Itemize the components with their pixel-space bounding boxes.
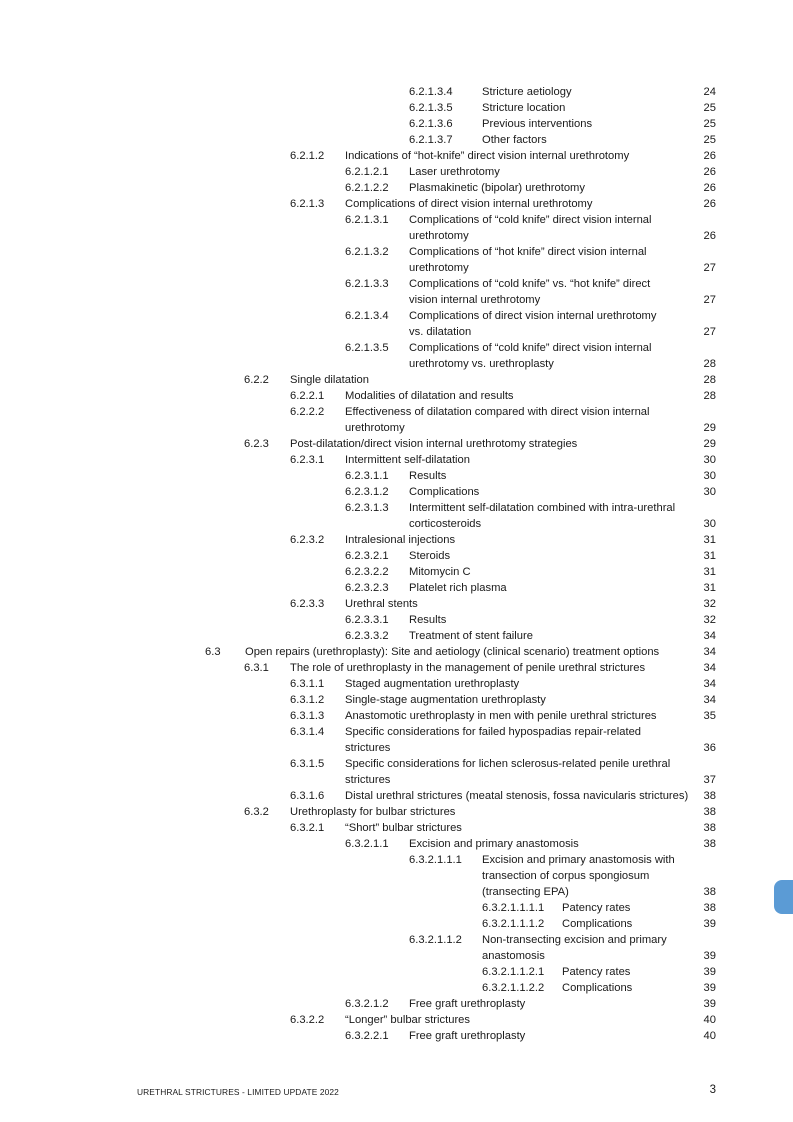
toc-entry-title[interactable]: Excision and primary anastomosis with [482,854,675,866]
toc-entry-number: 6.3.1.3 [290,710,325,722]
toc-entry-number: 6.2.1.3.4 [409,86,453,98]
toc-entry-page-number[interactable]: 29 [703,422,716,434]
toc-entry-page-number[interactable]: 38 [703,886,716,898]
toc-entry-title[interactable]: Modalities of dilatation and results [345,390,514,402]
toc-entry-number: 6.2.1.2 [290,150,325,162]
toc-entry-title[interactable]: Staged augmentation urethroplasty [345,678,520,690]
toc-entry-title[interactable]: vs. dilatation [409,326,472,338]
toc-entry-number: 6.3.1.1 [290,678,325,690]
toc-entry-number: 6.2.3.3.2 [345,630,389,642]
toc-entry-title[interactable]: Stricture aetiology [482,86,572,98]
toc-entry-page-number[interactable]: 31 [703,534,716,546]
side-tab-marker [774,880,793,914]
toc-entry-title[interactable]: Free graft urethroplasty [409,1030,526,1042]
footer-page-number: 3 [709,1084,716,1096]
toc-entry-number: 6.3.2.1.1.1 [409,854,462,866]
toc-entry-number: 6.2.3.1.2 [345,486,389,498]
toc-entry-page-number[interactable]: 27 [703,326,716,338]
toc-entry-title[interactable]: anastomosis [482,950,545,962]
toc-entry-page-number[interactable]: 31 [703,566,716,578]
toc-entry-page-number[interactable]: 30 [703,470,716,482]
toc-entry-title[interactable]: urethrotomy [409,230,469,242]
toc-entry-title[interactable]: Results [409,614,447,626]
toc-entry-title[interactable]: Urethroplasty for bulbar strictures [290,806,456,818]
toc-entry-number: 6.3.2.1.1.2 [409,934,462,946]
toc-entry-number: 6.2.3.1 [290,454,325,466]
toc-entry-page-number[interactable]: 30 [703,454,716,466]
toc-entry-title[interactable]: Other factors [482,134,547,146]
toc-entry-title[interactable]: corticosteroids [409,518,482,530]
toc-entry-title[interactable]: Anastomotic urethroplasty in men with penile urethral strictures [345,710,657,722]
toc-entry-title[interactable]: Steroids [409,550,451,562]
toc-entry-page-number[interactable]: 34 [703,646,716,658]
toc-entry-title[interactable]: Distal urethral strictures (meatal stenosis, fossa navicularis strictures) [345,790,689,802]
toc-entry-number: 6.2.3.3.1 [345,614,389,626]
toc-entry-page-number[interactable]: 25 [703,102,716,114]
toc-entry-number: 6.2.3.1.1 [345,470,389,482]
toc-entry-title[interactable]: Specific considerations for failed hypospadias repair-related [345,726,642,738]
toc-entry-title[interactable]: Intermittent self-dilatation [345,454,470,466]
toc-entry-number: 6.3.2 [244,806,269,818]
toc-entry-title[interactable]: Complications [562,918,633,930]
toc-entry-title[interactable]: Complications [409,486,480,498]
toc-entry-number: 6.2.1.3.5 [345,342,389,354]
toc-entry-page-number[interactable]: 31 [703,550,716,562]
toc-entry-page-number[interactable]: 39 [703,918,716,930]
toc-entry-title[interactable]: Open repairs (urethroplasty): Site and aetiology (clinical scenario) treatment options [245,646,660,658]
toc-entry-title[interactable]: Plasmakinetic (bipolar) urethrotomy [409,182,585,194]
toc-entry-page-number[interactable]: 36 [703,742,716,754]
toc-entry-title[interactable]: urethrotomy [345,422,405,434]
toc-entry-title[interactable]: urethrotomy [409,262,469,274]
toc-entry-page-number[interactable]: 32 [703,598,716,610]
toc-entry-page-number[interactable]: 32 [703,614,716,626]
toc-entry-title[interactable]: Complications [562,982,633,994]
toc-entry-title[interactable]: Non-transecting excision and primary [482,934,667,946]
toc-entry-number: 6.2.2.2 [290,406,325,418]
toc-entry-page-number[interactable]: 38 [703,838,716,850]
toc-entry-number: 6.2.1.3.4 [345,310,389,322]
toc-entry-title[interactable]: Previous interventions [482,118,593,130]
toc-entry-number: 6.2.3.3 [290,598,325,610]
toc-entry-title[interactable]: The role of urethroplasty in the management of penile urethral strictures [290,662,646,674]
toc-entry-page-number[interactable]: 38 [703,790,716,802]
toc-entry-page-number[interactable]: 25 [703,118,716,130]
toc-entry-page-number[interactable]: 26 [703,198,716,210]
toc-entry-title[interactable]: Treatment of stent failure [409,630,533,642]
toc-entry-title[interactable]: Mitomycin C [409,566,471,578]
toc-entry-page-number[interactable]: 34 [703,694,716,706]
toc-entry-title[interactable]: Complications of “cold knife” direct vision internal [409,214,652,226]
toc-entry-page-number[interactable]: 39 [703,966,716,978]
toc-entry-number: 6.2.3.2.2 [345,566,389,578]
toc-entry-page-number[interactable]: 34 [703,678,716,690]
toc-entry-page-number[interactable]: 29 [703,438,716,450]
toc-entry-number: 6.3.1.6 [290,790,325,802]
toc-entry-page-number[interactable]: 40 [703,1014,716,1026]
toc-entry-page-number[interactable]: 38 [703,806,716,818]
toc-entry-title[interactable]: Complications of “cold knife” direct vision internal [409,342,652,354]
toc-entry-number: 6.3.2.1.1 [345,838,389,850]
toc-entry-title[interactable]: Single-stage augmentation urethroplasty [345,694,546,706]
toc-entry-title[interactable]: Patency rates [562,902,631,914]
toc-entry-page-number[interactable]: 24 [703,86,716,98]
toc-entry-number: 6.2.3.2.3 [345,582,389,594]
toc-entry-title[interactable]: Indications of “hot-knife” direct vision internal urethrotomy [345,150,630,162]
toc-entry-title[interactable]: “Longer” bulbar strictures [345,1014,470,1026]
toc-entry-title[interactable]: Excision and primary anastomosis [409,838,579,850]
toc-entry-page-number[interactable]: 30 [703,518,716,530]
toc-entry-page-number[interactable]: 27 [703,262,716,274]
toc-entry-title[interactable]: Effectiveness of dilatation compared with direct vision internal [345,406,650,418]
toc-entry-number: 6.3.1.5 [290,758,325,770]
running-footer-title: URETHRAL STRICTURES - LIMITED UPDATE 2022 [137,1087,339,1097]
toc-entry-title[interactable]: strictures [345,774,391,786]
toc-entry-page-number[interactable]: 39 [703,998,716,1010]
toc-entry-title[interactable]: transection of corpus spongiosum [482,870,650,882]
toc-entry-title[interactable]: Complications of “hot knife” direct vision internal [409,246,647,258]
toc-entry-number: 6.2.1.3.3 [345,278,389,290]
toc-entry-title[interactable]: Complications of direct vision internal urethrotomy [345,198,593,210]
toc-entry-number: 6.3.2.1.2 [345,998,389,1010]
toc-entry-page-number[interactable]: 39 [703,950,716,962]
toc-entry-number: 6.2.3.2.1 [345,550,389,562]
toc-entry-page-number[interactable]: 26 [703,230,716,242]
toc-entry-number: 6.2.1.2.1 [345,166,389,178]
toc-entry-number: 6.2.3.2 [290,534,325,546]
toc-entry-number: 6.2.3.1.3 [345,502,389,514]
toc-entry-title[interactable]: “Short” bulbar strictures [345,822,462,834]
toc-entry-number: 6.2.3 [244,438,269,450]
toc-entry-page-number[interactable]: 31 [703,582,716,594]
toc-entry-number: 6.3.1 [244,662,269,674]
toc-entry-page-number[interactable]: 37 [703,774,716,786]
toc-entry-number: 6.2.2 [244,374,269,386]
toc-entry-number: 6.3.2.1.1.1.2 [482,918,545,930]
toc-entry-number: 6.3.2.2 [290,1014,325,1026]
toc-entry-number: 6.3.2.1.1.1.1 [482,902,545,914]
toc-entry-page-number[interactable]: 28 [703,390,716,402]
toc-entry-page-number[interactable]: 34 [703,662,716,674]
toc-entry-title[interactable]: Complications of direct vision internal urethrotomy [409,310,657,322]
toc-entry-page-number[interactable]: 35 [703,710,716,722]
toc-entry-title[interactable]: Intralesional injections [345,534,456,546]
toc-entry-page-number[interactable]: 30 [703,486,716,498]
toc-entry-page-number[interactable]: 38 [703,822,716,834]
toc-entry-page-number[interactable]: 38 [703,902,716,914]
toc-entry-title[interactable]: Stricture location [482,102,566,114]
toc-entry-title[interactable]: Complications of “cold knife” vs. “hot knife” direct [409,278,651,290]
toc-entry-page-number[interactable]: 28 [703,374,716,386]
toc-entry-title[interactable]: Intermittent self-dilatation combined with intra-urethral [409,502,676,514]
toc-entry-page-number[interactable]: 27 [703,294,716,306]
toc-entry-number: 6.3.1.2 [290,694,325,706]
toc-entry-title[interactable]: Specific considerations for lichen sclerosus-related penile urethral [345,758,671,770]
toc-entry-title[interactable]: Post-dilatation/direct vision internal urethrotomy strategies [290,438,578,450]
toc-entry-number: 6.3 [205,646,221,658]
toc-entry-title[interactable]: strictures [345,742,391,754]
toc-entry-number: 6.3.1.4 [290,726,325,738]
toc-entry-number: 6.3.2.1 [290,822,325,834]
toc-entry-number: 6.2.1.3 [290,198,325,210]
toc-entry-title[interactable]: Platelet rich plasma [409,582,507,594]
toc-entry-number: 6.3.2.2.1 [345,1030,389,1042]
toc-entry-number: 6.2.1.3.6 [409,118,453,130]
toc-entry-title[interactable]: Single dilatation [290,374,369,386]
toc-entry-title[interactable]: vision internal urethrotomy [409,294,541,306]
toc-entry-page-number[interactable]: 34 [703,630,716,642]
toc-entry-title[interactable]: urethrotomy vs. urethroplasty [409,358,554,370]
toc-entry-number: 6.2.1.3.7 [409,134,453,146]
toc-entry-title[interactable]: Results [409,470,447,482]
toc-entry-number: 6.2.1.3.5 [409,102,453,114]
toc-entry-number: 6.3.2.1.1.2.1 [482,966,545,978]
toc-entry-page-number[interactable]: 26 [703,150,716,162]
toc-entry-title[interactable]: Free graft urethroplasty [409,998,526,1010]
toc-entry-page-number[interactable]: 28 [703,358,716,370]
toc-entry-page-number[interactable]: 40 [703,1030,716,1042]
toc-entry-title[interactable]: Urethral stents [345,598,418,610]
toc-entry-number: 6.3.2.1.1.2.2 [482,982,545,994]
toc-entry-number: 6.2.1.3.1 [345,214,389,226]
toc-entry-title[interactable]: Laser urethrotomy [409,166,500,178]
toc-entry-title[interactable]: Patency rates [562,966,631,978]
toc-entry-number: 6.2.1.2.2 [345,182,389,194]
toc-entry-title[interactable]: (transecting EPA) [482,886,569,898]
toc-entry-page-number[interactable]: 26 [703,166,716,178]
toc-entry-page-number[interactable]: 25 [703,134,716,146]
toc-entry-page-number[interactable]: 26 [703,182,716,194]
toc-entry-page-number[interactable]: 39 [703,982,716,994]
toc-entry-number: 6.2.2.1 [290,390,325,402]
toc-entry-number: 6.2.1.3.2 [345,246,389,258]
